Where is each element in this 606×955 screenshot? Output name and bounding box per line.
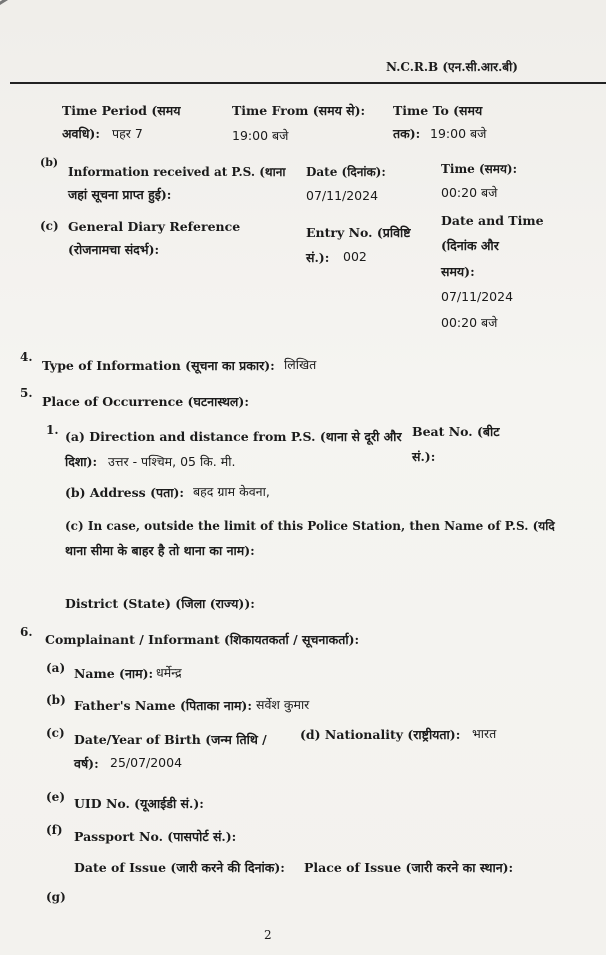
outside-ps-label: (c) In case, outside the limit of this Police Station, then Name of P.S. (यदि: [65, 519, 555, 533]
beat-no-label: Beat No. (बीट: [412, 424, 500, 439]
info-type-value: लिखित: [284, 357, 317, 372]
time-to-value: 19:00 बजे: [430, 126, 487, 141]
entry-no-label-2: सं.):: [306, 250, 330, 265]
dob-label-2: वर्ष):: [74, 756, 99, 771]
nationality-value: भारत: [472, 726, 497, 741]
outside-ps-label-2: थाना सीमा के बाहर है तो थाना का नाम):: [65, 543, 255, 558]
time-from-value: 19:00 बजे: [232, 128, 289, 143]
time-period-label: Time Period (समय: [62, 103, 181, 118]
passport-marker: (f): [46, 823, 63, 837]
time-to-label: Time To (समय: [393, 103, 483, 118]
gd-time-value: 00:20 बजे: [441, 315, 498, 330]
time-period-label-2: अवधि):: [62, 126, 100, 141]
dob-value: 25/07/2004: [110, 755, 183, 770]
gd-label: General Diary Reference: [68, 219, 241, 234]
entry-no-value: 002: [343, 249, 367, 264]
section-5-number: 5.: [20, 386, 33, 400]
info-date-label: Date (दिनांक):: [306, 165, 386, 179]
direction-label: (a) Direction and distance from P.S. (थाना से दूरी और: [65, 429, 402, 444]
time-from-label: Time From (समय से):: [232, 103, 366, 118]
info-received-marker: (b): [40, 156, 59, 169]
dob-marker: (c): [46, 726, 65, 740]
info-type-label: Type of Information (सूचना का प्रकार):: [42, 358, 275, 373]
father-label: Father's Name (पिताका नाम):: [74, 698, 252, 713]
place-label: Place of Occurrence (घटनास्थल):: [42, 394, 249, 409]
name-marker: (a): [46, 661, 66, 675]
section-4-number: 4.: [20, 350, 33, 364]
father-marker: (b): [46, 693, 66, 707]
name-value: धर्मेन्द्र: [156, 665, 182, 680]
ncrb-header: N.C.R.B (एन.सी.आर.बी): [386, 60, 518, 74]
district-label: District (State) (जिला (राज्य)):: [65, 596, 255, 611]
uid-label: UID No. (यूआईडी सं.):: [74, 796, 204, 811]
time-to-label-2: तक):: [393, 126, 421, 141]
uid-marker: (e): [46, 790, 65, 804]
issue-date-label: Date of Issue (जारी करने की दिनांक):: [74, 860, 285, 875]
info-time-label: Time (समय):: [441, 162, 518, 176]
name-label: Name (नाम):: [74, 666, 154, 681]
g-marker: (g): [46, 890, 66, 904]
complainant-label: Complainant / Informant (शिकायतकर्ता / सूचनाकर्ता):: [45, 632, 360, 647]
gd-datetime-label-3: समय):: [441, 264, 475, 279]
gd-date-value: 07/11/2024: [441, 289, 514, 304]
gd-marker: (c): [40, 219, 59, 233]
gd-datetime-label: Date and Time: [441, 213, 544, 228]
address-label: (b) Address (पता):: [65, 485, 184, 500]
info-date-value: 07/11/2024: [306, 188, 379, 203]
direction-value: उत्तर - पश्चिम, 05 कि. मी.: [108, 454, 236, 469]
section-6-number: 6.: [20, 625, 33, 639]
nationality-label: (d) Nationality (राष्ट्रीयता):: [300, 727, 461, 742]
info-received-label: Information received at P.S. (थाना: [68, 165, 286, 179]
entry-no-label: Entry No. (प्रविष्टि: [306, 225, 411, 240]
address-value: बहद ग्राम केवना,: [193, 484, 270, 499]
pen-stroke-mark: [0, 0, 50, 11]
info-time-value: 00:20 बजे: [441, 185, 498, 200]
place-sub-number: 1.: [46, 423, 59, 437]
father-value: सर्वेश कुमार: [256, 697, 310, 712]
gd-datetime-label-2: (दिनांक और: [441, 238, 499, 253]
dob-label: Date/Year of Birth (जन्म तिथि /: [74, 732, 267, 747]
issue-place-label: Place of Issue (जारी करने का स्थान):: [304, 860, 514, 875]
page-number: 2: [264, 928, 272, 942]
time-period-value: पहर 7: [112, 126, 143, 141]
direction-label-2: दिशा):: [65, 454, 98, 469]
header-divider: [10, 82, 606, 84]
passport-label: Passport No. (पासपोर्ट सं.):: [74, 829, 237, 844]
beat-no-label-2: सं.):: [412, 449, 436, 464]
gd-label-2: (रोजनामचा संदर्भ):: [68, 242, 160, 257]
info-received-label-2: जहां सूचना प्राप्त हुई):: [68, 187, 172, 202]
